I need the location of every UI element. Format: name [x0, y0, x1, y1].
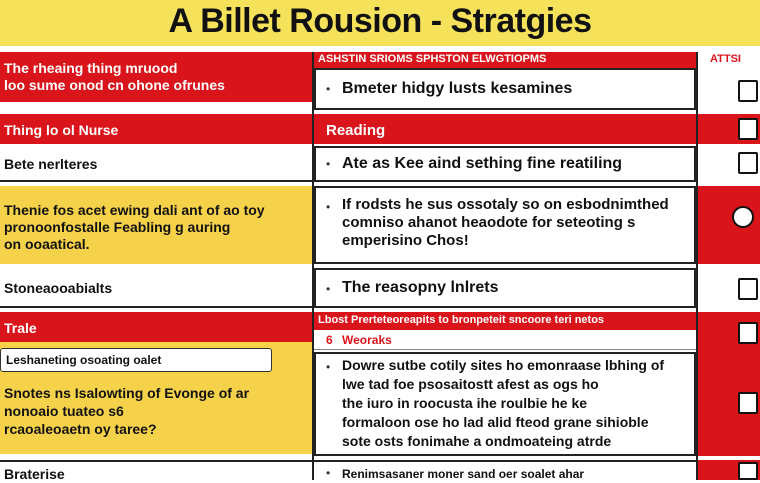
middle-row-5-text: The reasopny lnlrets — [342, 279, 499, 296]
middle-row-3-text: Ate as Kee aind sething fine reatiling — [342, 155, 623, 172]
left-row-6-text: Trale — [4, 320, 37, 336]
middle-row-4-bullet: • — [326, 200, 331, 214]
middle-row-6-text: Lbost Prerteteoreapits to bronpeteit sncoore teri netos — [318, 314, 605, 326]
page-title: A Billet Rousion - Stratgies — [168, 2, 592, 40]
middle-row-2-text: Reading — [326, 122, 386, 139]
checkbox-2[interactable] — [738, 118, 758, 140]
checkbox-4[interactable] — [732, 206, 754, 228]
middle-row-4-text: If rodsts he sus ossotaly so on esbodnimthed comniso ahanot heaodote for seteoting s emperisino Chos! — [342, 196, 669, 249]
middle-row-8-text: Dowre sutbe cotily sites ho emonraase lbhing of lwe tad foe psosaitostt afest as ogs ho the iuro in roocusta ihe roulbie he ke formaloon ose ho lad alid fteod grane sihioble sote osts fonimahe a ondmoateing atrde — [342, 357, 665, 449]
checkbox-8[interactable] — [738, 462, 758, 480]
strategy-input-text: Leshaneting osoating oalet — [6, 353, 162, 367]
middle-row-9-text: Renimsasaner moner sand oer soalet ahar — [342, 467, 585, 481]
right-row-7 — [698, 378, 760, 456]
middle-header-text: ASHSTIN SRIOMS SPHSTON ELWGTIOPMS — [318, 53, 547, 65]
left-row-4-text: Thenie fos acet ewing dali ant of ao toy pronoonfostalle Feabling g auring on ooaatical. — [4, 202, 265, 252]
middle-row-8-bullet: • — [326, 360, 331, 374]
checkbox-3[interactable] — [738, 152, 758, 174]
left-row-2-text: Thing lo ol Nurse — [4, 122, 119, 138]
middle-row-7-text: Weoraks — [342, 333, 392, 347]
checkbox-1[interactable] — [738, 80, 758, 102]
middle-row-3-bullet: • — [326, 157, 331, 171]
checkbox-6[interactable] — [738, 322, 758, 344]
middle-row-5-bullet: • — [326, 282, 331, 296]
right-header-text: ATTSI — [710, 53, 741, 65]
middle-row-9-bullet: • — [326, 466, 331, 480]
left-row-5-text: Stoneaooabialts — [4, 280, 113, 296]
middle-row-1-bullet: • — [326, 82, 331, 96]
middle-row-7-bullet: 6 — [326, 333, 333, 347]
left-row-9-text: Braterise — [4, 466, 65, 482]
checkbox-5[interactable] — [738, 278, 758, 300]
right-row-4 — [698, 186, 760, 264]
left-row-3-text: Bete nerlteres — [4, 156, 98, 172]
checkbox-7[interactable] — [738, 392, 758, 414]
middle-row-1-text: Bmeter hidgy lusts kesamines — [342, 80, 573, 97]
left-row-8-text: Snotes ns Isalowting of Evonge of ar nonoaio tuateo s6 rcaoaleoaetn oy taree? — [4, 385, 250, 437]
left-row-1-text: The rheaing thing mruood loo sume onod cn ohone ofrunes — [4, 60, 225, 93]
